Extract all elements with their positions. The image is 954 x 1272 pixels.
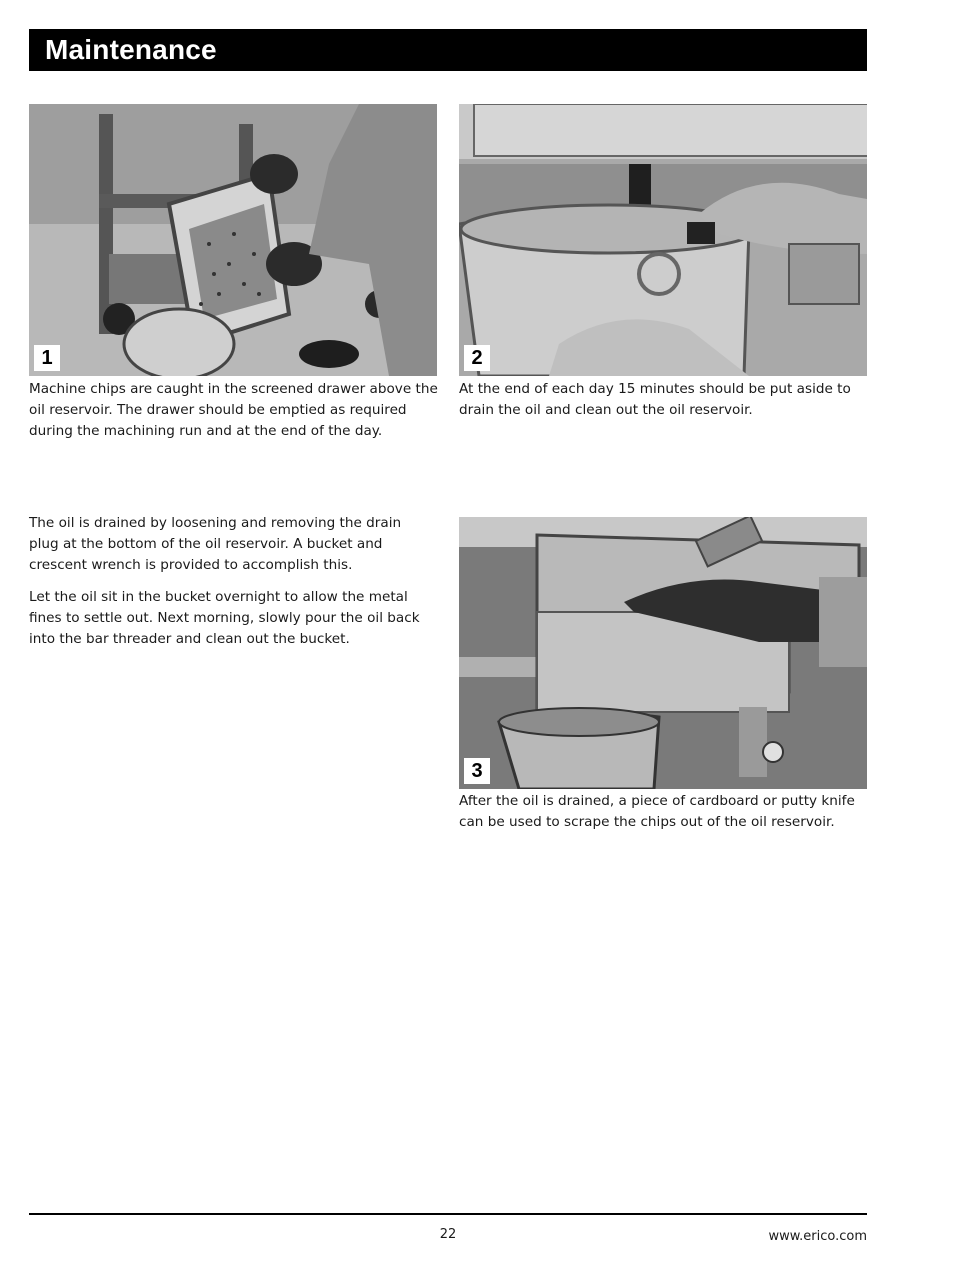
figure-1-caption: Machine chips are caught in the screened drawer above the oil reservoir. The drawer should be emptied as required during the machining run and at the end of the day. [29, 381, 438, 439]
body-paragraph: Let the oil sit in the bucket overnight to allow the metal fines to settle out. Next morning, slowly pour the oil back into the bar threader and clean out the bucket. [29, 589, 420, 647]
body-paragraph: The oil is drained by loosening and removing the drain plug at the bottom of the oil reservoir. A bucket and crescent wrench is provided to accomplish this. [29, 515, 402, 573]
photo-2-illustration [459, 104, 867, 376]
section-header [29, 29, 867, 71]
page-number: 22 [439, 1227, 457, 1242]
figure-2-caption: At the end of each day 15 minutes should be put aside to drain the oil and clean out the oil reservoir. [459, 381, 851, 418]
photo-3-illustration [459, 517, 867, 789]
page-title: Maintenance [45, 34, 217, 65]
figure-3-caption: After the oil is drained, a piece of cardboard or putty knife can be used to scrape the chips out of the oil reservoir. [459, 793, 855, 830]
website-url: www.erico.com [768, 1229, 867, 1244]
photo-scraping-chips [459, 517, 867, 789]
footer-divider [29, 1213, 867, 1215]
photo-draining-oil-reservoir [459, 104, 867, 376]
figure-number-badge: 2 [464, 345, 490, 371]
figure-number-badge: 1 [34, 345, 60, 371]
photo-1-illustration [29, 104, 437, 376]
figure-number-badge: 3 [464, 758, 490, 784]
photo-emptying-chip-drawer [29, 104, 437, 376]
